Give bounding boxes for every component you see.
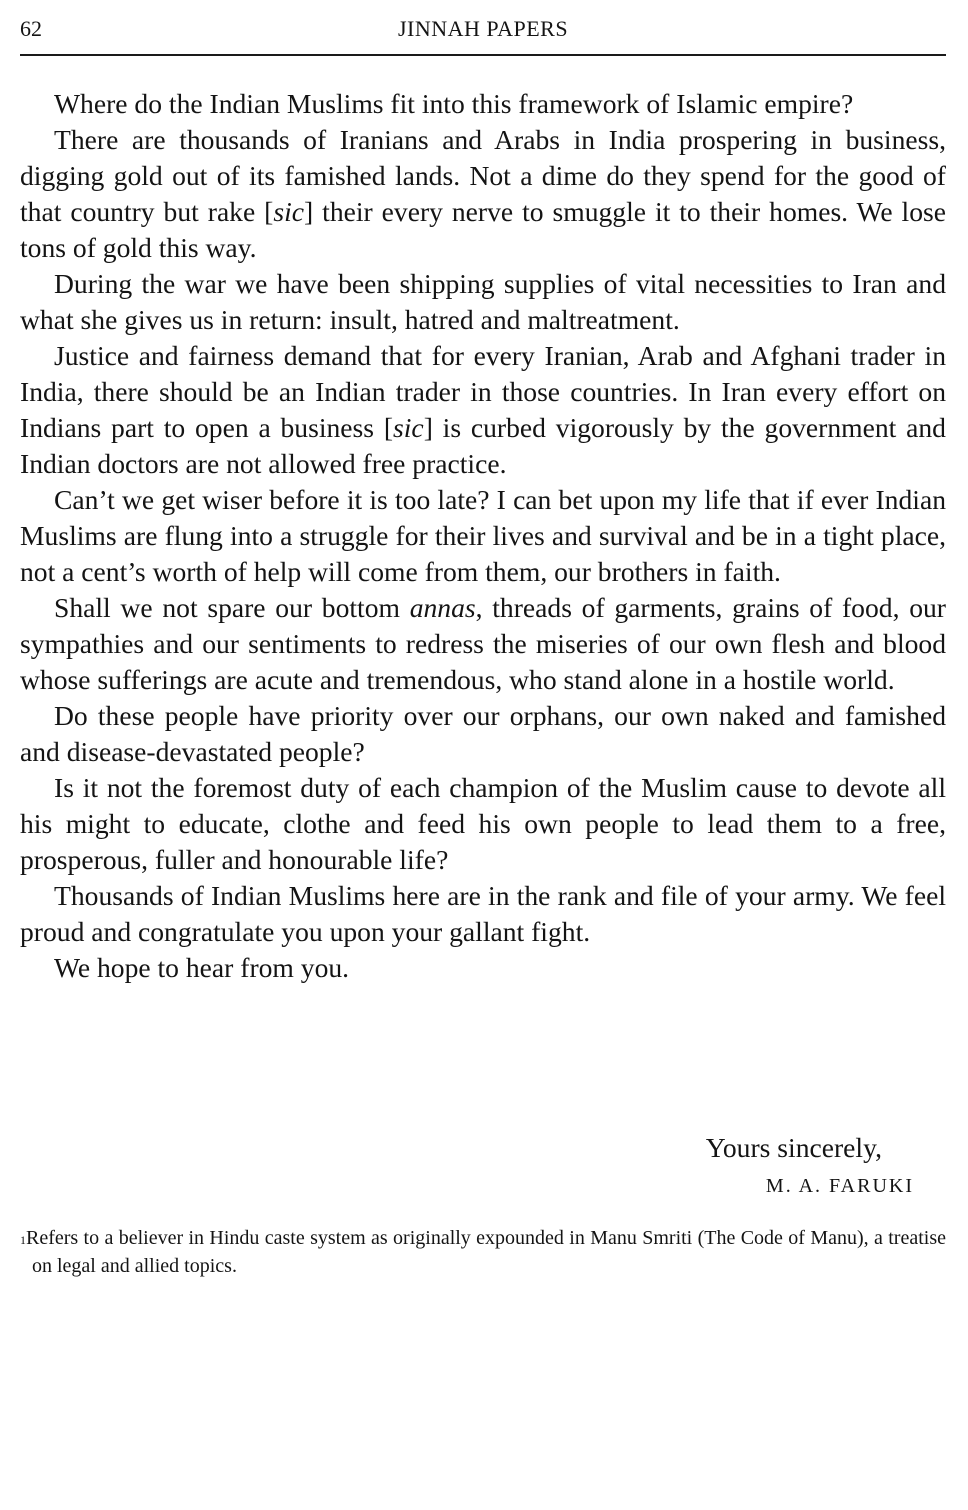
running-title: JINNAH PAPERS — [397, 16, 569, 41]
paragraph: During the war we have been shipping supplies of vital necessities to Iran and what she gives us in return: insult, hatred and maltreatment. — [20, 268, 946, 335]
footnote-text: Refers to a believer in Hindu caste system as originally expounded in Manu Smriti (The Code of Manu), a treatise on legal and allied topics. — [26, 1227, 946, 1277]
italic-term: sic — [273, 196, 305, 227]
paragraph: Is it not the foremost duty of each champion of the Muslim cause to devote all his might to educate, clothe and feed his own people to lead them to a free, prosperous, fuller and honourable life? — [20, 772, 946, 875]
paragraph: We hope to hear from you. — [54, 952, 350, 983]
footnote — [20, 1224, 946, 1280]
italic-term: annas — [409, 592, 476, 623]
letter-body — [20, 86, 946, 986]
header-rule — [20, 54, 946, 56]
paragraph: Do these people have priority over our orphans, our own naked and famished and disease-devastated people? — [20, 700, 946, 767]
footnote-marker: 1 — [20, 1233, 26, 1247]
italic-term: sic — [393, 412, 424, 443]
paragraph: There are thousands of Iranians and Arabs in India prospering in business, digging gold out of its famished lands. Not a dime do they spend for the good of that country but rake [sic] their every nerve to smuggle it to their homes. We lose tons of gold this way. — [20, 124, 946, 263]
paragraph: Where do the Indian Muslims fit into this framework of Islamic empire? — [54, 88, 854, 119]
running-head — [20, 14, 946, 46]
page-number: 62 — [20, 16, 42, 41]
paragraph: Shall we not spare our bottom annas, threads of garments, grains of food, our sympathies and our sentiments to redress the miseries of our own flesh and blood whose sufferings are acute and tremendous, who stand alone in a hostile world. — [20, 592, 946, 695]
paragraph: Can’t we get wiser before it is too late? I can bet upon my life that if ever Indian Muslims are flung into a struggle for their lives and survival and be in a tight place, not a cent’s worth of help will come from them, our brothers in faith. — [20, 484, 946, 587]
paragraph: Justice and fairness demand that for every Iranian, Arab and Afghani trader in India, there should be an Indian trader in those countries. In Iran every effort on Indians part to open a business [sic] is curbed vigorously by the government and Indian doctors are not allowed free practice. — [20, 340, 946, 479]
closing-salutation: Yours sincerely, — [705, 1132, 882, 1163]
signature-name: M. A. FARUKI — [765, 1175, 914, 1197]
paragraph: Thousands of Indian Muslims here are in the rank and file of your army. We feel proud and congratulate you upon your gallant fight. — [20, 880, 946, 947]
